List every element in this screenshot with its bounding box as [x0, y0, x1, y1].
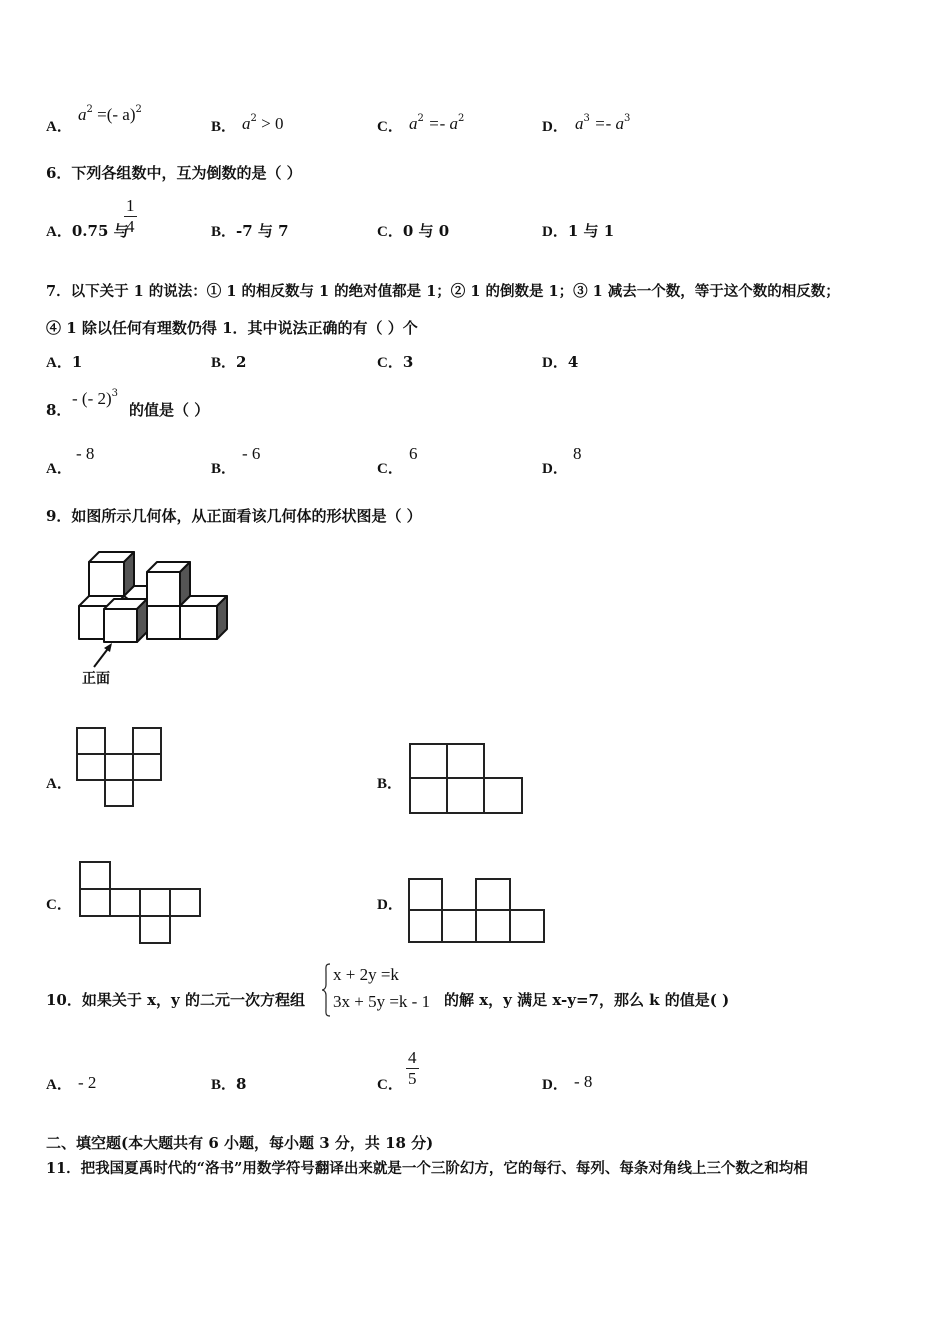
option-label: D． — [542, 224, 568, 240]
option-label: C． — [46, 897, 72, 913]
q8-number: 8． — [46, 401, 72, 419]
q10-stem-prefix: 10．如果关于 x，y 的二元一次方程组 — [46, 991, 305, 1009]
q9-option-c-figure — [79, 861, 203, 945]
option-text: 2 — [236, 353, 247, 371]
q7-option-b — [211, 351, 246, 372]
q6-stem: 6．下列各组数中，互为倒数的是（ ） — [46, 164, 302, 182]
q7-option-d — [542, 351, 578, 372]
option-label: B． — [211, 119, 237, 135]
option-label: C． — [377, 119, 403, 135]
q5-option-a-expr — [78, 104, 142, 125]
q8-option-d-value: 8 — [573, 444, 582, 463]
front-label: 正面 — [82, 671, 110, 687]
q6-option-d — [542, 220, 614, 241]
q5-option-a — [46, 115, 72, 136]
option-label: C． — [377, 1077, 403, 1093]
exponent: 3 — [624, 113, 631, 124]
option-text: -7 与 7 — [236, 222, 289, 240]
q5-option-b-expr — [242, 113, 283, 134]
fraction-denominator: 5 — [408, 1069, 417, 1088]
option-label: D． — [542, 119, 568, 135]
q8-option-b-value: - 6 — [242, 444, 261, 463]
option-label: B． — [211, 224, 237, 240]
q5-option-c — [377, 115, 403, 136]
q8-option-b — [211, 457, 236, 478]
q9-option-c — [46, 893, 72, 914]
q8-expression — [72, 388, 118, 409]
q7-stem-line2: ④ 1 除以任何有理数仍得 1．其中说法正确的有（ ）个 — [46, 319, 418, 337]
q9-option-a — [46, 772, 72, 793]
q8-option-c-value: 6 — [409, 444, 418, 463]
equation-2: 3x + 5y =k - 1 — [333, 992, 431, 1011]
q8-option-a — [46, 457, 72, 478]
option-text: 3 — [402, 353, 414, 371]
q9-option-d — [377, 893, 403, 914]
option-label: B． — [211, 355, 237, 371]
q10-option-c — [377, 1073, 403, 1094]
q5-option-c-expr — [409, 113, 464, 134]
expr-part: a — [242, 114, 251, 133]
option-label: C． — [377, 355, 403, 371]
option-label: C． — [377, 461, 403, 477]
q8-option-c — [377, 457, 403, 478]
q10-option-c-fraction — [406, 1048, 419, 1089]
option-label: A． — [46, 1077, 72, 1093]
option-label: B． — [211, 461, 237, 477]
q6-option-a — [46, 220, 129, 241]
option-text: 8 — [236, 1075, 247, 1093]
exponent: 3 — [583, 113, 590, 124]
q10-option-d — [542, 1073, 568, 1094]
q7-option-a — [46, 351, 82, 372]
q10-option-a-value: - 2 — [78, 1073, 97, 1092]
expr-part: a — [409, 114, 418, 133]
option-text: 1 — [71, 353, 83, 371]
q9-option-b — [377, 772, 402, 793]
exponent: 3 — [111, 388, 119, 399]
option-label: D． — [377, 897, 403, 913]
option-label: B． — [211, 1077, 237, 1093]
q8-option-a-value: - 8 — [76, 444, 95, 463]
option-label: C． — [377, 224, 403, 240]
fraction-numerator: 4 — [408, 1048, 417, 1067]
q9-option-d-figure — [408, 878, 546, 944]
q6-fraction — [124, 196, 137, 237]
q10-option-a — [46, 1073, 72, 1094]
option-label: B． — [377, 776, 403, 792]
option-text: 1 与 1 — [567, 222, 615, 240]
option-text: 0.75 与 — [71, 222, 129, 240]
exponent: 2 — [86, 104, 93, 115]
fraction-numerator: 1 — [126, 196, 135, 215]
exponent: 2 — [250, 113, 257, 124]
q5-option-b — [211, 115, 236, 136]
exponent: 2 — [458, 113, 465, 124]
q7-option-c — [377, 351, 413, 372]
q6-option-c — [377, 220, 449, 241]
q10-option-d-value: - 8 — [574, 1072, 593, 1091]
option-label: A． — [46, 224, 72, 240]
expr-part: > 0 — [256, 114, 284, 133]
option-text: 4 — [567, 353, 579, 371]
fraction-denominator: 4 — [126, 217, 135, 236]
exponent: 2 — [417, 113, 424, 124]
expr-part: - (- 2) — [72, 389, 112, 408]
section-2-title: 二、填空题(本大题共有 6 小题，每小题 3 分，共 18 分) — [46, 1134, 434, 1152]
q5-option-d-expr — [575, 113, 630, 134]
q8-stem-tail: 的值是（ ） — [129, 401, 210, 419]
q9-stem: 9．如图所示几何体，从正面看该几何体的形状图是（ ） — [46, 507, 422, 525]
expr-part: a — [78, 105, 87, 124]
option-label: A． — [46, 119, 72, 135]
option-label: A． — [46, 461, 72, 477]
q5-option-d — [542, 115, 568, 136]
option-label: D． — [542, 1077, 568, 1093]
q10-option-b — [211, 1073, 246, 1094]
q9-option-a-figure — [76, 727, 162, 807]
expr-part: =- a — [589, 114, 625, 133]
option-text: 0 与 0 — [402, 222, 450, 240]
equation-1: x + 2y =k — [333, 965, 399, 984]
expr-part: =(- a) — [92, 105, 136, 124]
system-brace — [321, 963, 331, 1017]
q7-stem-line1: 7．以下关于 1 的说法：① 1 的相反数与 1 的绝对值都是 1；② 1 的倒数是 1；③ 1 减去一个数，等于这个数的相反数； — [46, 283, 840, 300]
q8-option-d — [542, 457, 568, 478]
q11-stem: 11．把我国夏禹时代的“洛书”用数学符号翻译出来就是一个三阶幻方，它的每行、每列、每条对角线上三个数之和均相 — [46, 1160, 808, 1177]
expr-part: =- a — [423, 114, 459, 133]
expr-part: a — [575, 114, 584, 133]
option-label: A． — [46, 355, 72, 371]
option-label: A． — [46, 776, 72, 792]
exponent: 2 — [135, 104, 142, 115]
option-label: D． — [542, 355, 568, 371]
q10-stem-suffix: 的解 x，y 满足 x-y=7，那么 k 的值是( ) — [444, 991, 730, 1009]
option-label: D． — [542, 461, 568, 477]
q6-option-b — [211, 220, 289, 241]
q9-option-b-figure — [409, 743, 525, 815]
